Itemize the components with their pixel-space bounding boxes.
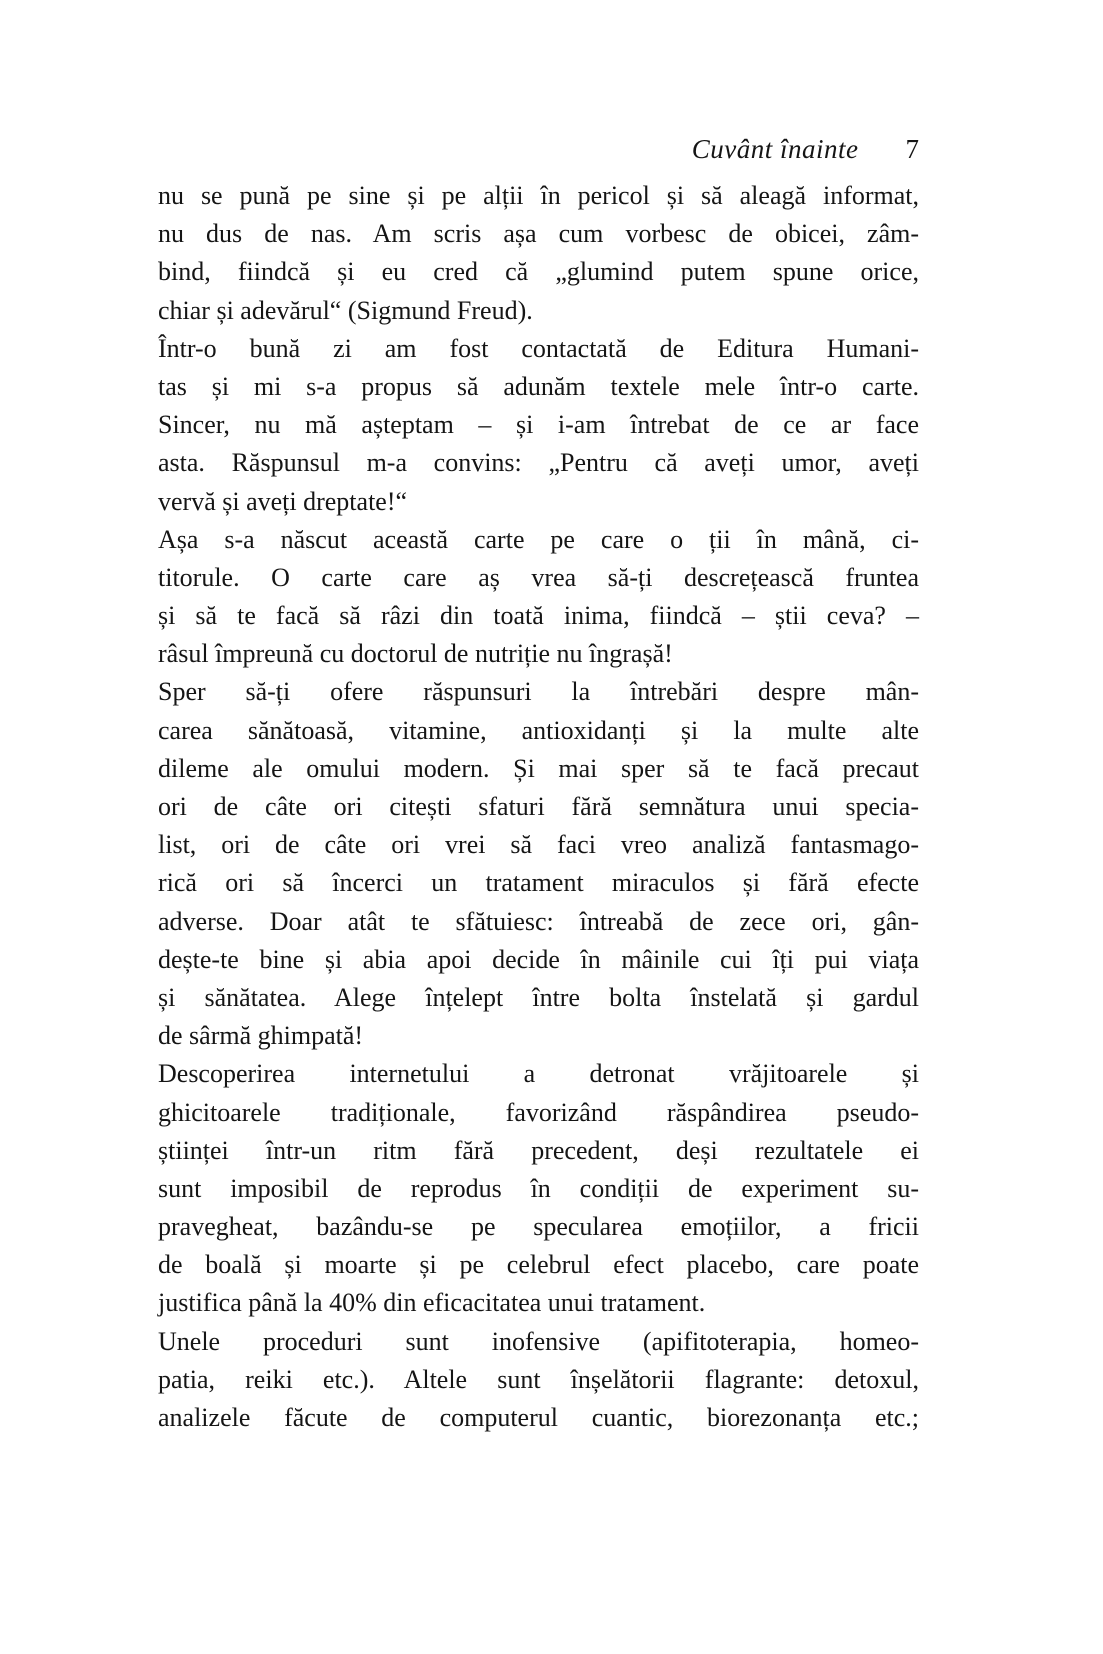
text-line: științei într-un ritm fără precedent, deși rezultatele ei [158, 1135, 919, 1165]
text-line: de boală și moarte și pe celebrul efect placebo, care poate [158, 1250, 919, 1280]
text-line: bind, fiindcă și eu cred că „glumind putem spune orice, [158, 257, 919, 287]
text-line: Descoperirea internetului a detronat vrăjitoarele și [158, 1059, 919, 1089]
text-line: analizele făcute de computerul cuantic, biorezonanța etc.; [158, 1403, 919, 1432]
paragraph-5 [158, 1055, 919, 1322]
running-header-title: Cuvânt înainte [691, 134, 859, 164]
text-line: sunt imposibil de reprodus în condiții de experiment su- [158, 1173, 919, 1203]
text-line: titorule. O carte care aș vrea să-ți descrețească fruntea [158, 562, 919, 592]
paragraph-4 [158, 673, 919, 1055]
text-line: Sper să-ți ofere răspunsuri la întrebări despre mân- [158, 677, 919, 707]
text-line: dileme ale omului modern. Și mai sper să te facă precaut [158, 753, 919, 783]
text-line: list, ori de câte ori vrei să faci vreo analiză fantasmago- [158, 830, 919, 860]
text-line: vervă și aveți dreptate!“ [158, 486, 408, 516]
body-text [158, 177, 919, 1437]
text-line: Sincer, nu mă așteptam – și i-am întrebat de ce ar face [158, 410, 919, 440]
text-line: de sârmă ghimpată! [158, 1021, 364, 1051]
text-line: tas și mi s-a propus să adunăm textele mele într-o carte. [158, 371, 919, 401]
text-line: adverse. Doar atât te sfătuiesc: întreabă de zece ori, gân- [158, 906, 919, 936]
text-line: patia, reiki etc.). Altele sunt înșelătorii flagrante: detoxul, [158, 1364, 919, 1394]
text-line: Într-o bună zi am fost contactată de Editura Humani- [158, 333, 919, 363]
paragraph-6 [158, 1323, 919, 1438]
text-line: nu se pună pe sine și pe alții în pericol și să aleagă informat, [158, 181, 919, 210]
text-line: Așa s-a născut această carte pe care o ții în mână, ci- [158, 524, 919, 554]
text-line: dește-te bine și abia apoi decide în mâinile cui îți pui viața [158, 944, 919, 974]
text-line: rică ori să încerci un tratament miraculos și fără efecte [158, 868, 919, 898]
text-line: pravegheat, bazându-se pe specularea emoțiilor, a fricii [158, 1212, 919, 1242]
paragraph-2 [158, 330, 919, 521]
text-line: asta. Răspunsul m-a convins: „Pentru că aveți umor, aveți [158, 448, 919, 478]
text-line: Unele proceduri sunt inofensive (apifitoterapia, homeo- [158, 1326, 919, 1356]
running-header [158, 130, 919, 168]
text-line: justifica până la 40% din eficacitatea unui tratament. [158, 1288, 706, 1318]
text-line: chiar și adevărul“ (Sigmund Freud). [158, 295, 533, 325]
text-line: și sănătatea. Alege înțelept între bolta înstelată și gardul [158, 982, 919, 1012]
text-line: ghicitoarele tradiționale, favorizând răspândirea pseudo- [158, 1097, 919, 1127]
text-line: carea sănătoasă, vitamine, antioxidanți și la multe alte [158, 715, 919, 745]
page-number: 7 [905, 134, 919, 164]
text-line: și să te facă să râzi din toată inima, fiindcă – știi ceva? – [158, 601, 919, 631]
text-line: râsul împreună cu doctorul de nutriție nu îngrașă! [158, 639, 673, 669]
paragraph-3 [158, 521, 919, 674]
text-line: nu dus de nas. Am scris așa cum vorbesc de obicei, zâm- [158, 219, 919, 249]
text-block [158, 130, 919, 1437]
paragraph-1 [158, 177, 919, 330]
text-line: ori de câte ori citești sfaturi fără semnătura unui specia- [158, 792, 919, 821]
